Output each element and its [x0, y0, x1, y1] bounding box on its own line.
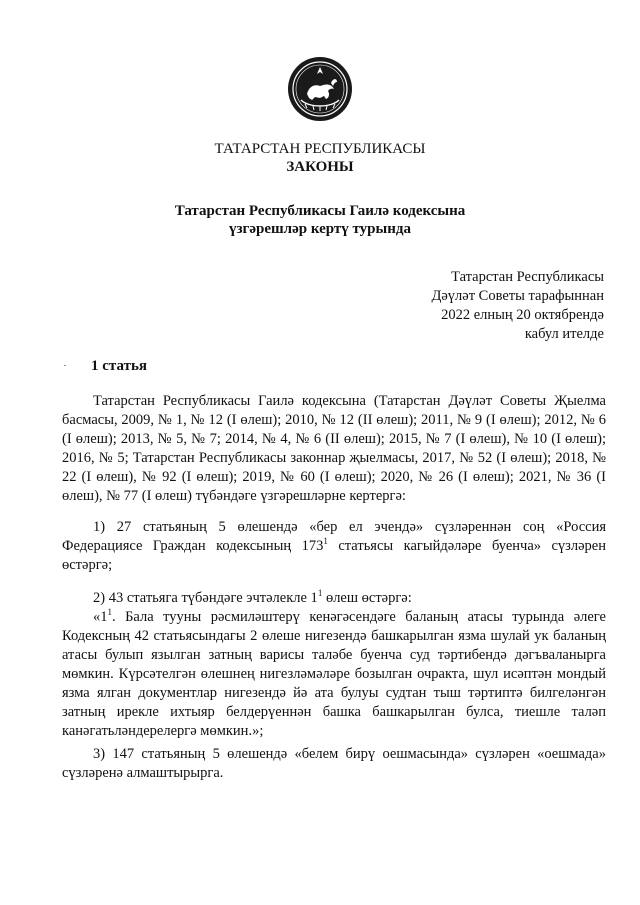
- adoption-line2: Дәүләт Советы тарафыннан: [431, 288, 604, 304]
- header-law: ЗАКОНЫ: [286, 159, 354, 175]
- amendment-item-3: 3) 147 статьяның 5 өлешендә «белем бирү оешмасында» сүзләрен «оешмада» сүзләренә алмаштырырга.: [62, 746, 606, 781]
- header-republic: ТАТАРСТАН РЕСПУБЛИКАСЫ: [214, 141, 426, 157]
- article-heading: 1 статья: [91, 358, 147, 374]
- item2-superscript: 1: [317, 588, 323, 599]
- item2-text-a: 2) 43 статьяга түбәндәге эчтәлекле 1: [93, 590, 318, 606]
- tatarstan-emblem-icon: [287, 56, 353, 122]
- amendment-item-2: [62, 589, 606, 608]
- quote-text-b: . Бала тууны рәсмиләштерү кенәгәсендәге баланың атасы турында әлеге Кодексның 42 статьясындагы 2 өлеше нигезендә башкарылган язма шулай ук баланың атасы булып язылган затның варисы таләбе буенча суд тәртибендә дәгъваланырга мөмкин. Күрсәтелгән өлешнең нигезләмәләре бозылган очракта, шул исәптән мондый язма ялган документлар нигезендә йә ата булуы судтан тыш тәртиптә билгеләнгән затның ирекле ихтыяр белдерүеннән башка башкарылган булса, тиешле таләп канәгатьләндерелергә мөмкин.»;: [62, 609, 606, 739]
- item1-text-b: статьясы кагыйдәләре буенча» сүзләрен өстәргә;: [62, 538, 606, 573]
- amendment-item-1: [62, 518, 606, 575]
- law-title-line2: үзгәрешләр кертү турында: [229, 221, 411, 237]
- adoption-line1: Татарстан Республикасы: [451, 269, 604, 285]
- item1-text-a: 1) 27 статьяның 5 өлешендә «бер ел эчендә» сүзләреннән соң «Россия Федерациясе Граждан кодексының 173: [62, 519, 606, 554]
- adoption-note: [431, 268, 604, 344]
- item2-text-b: өлеш өстәргә:: [322, 590, 412, 606]
- item1-superscript: 1: [323, 536, 328, 547]
- margin-mark: [64, 365, 66, 366]
- article-intro: Татарстан Республикасы Гаилә кодексына (Татарстан Дәүләт Советы Җыелма басмасы, 2009, № 1, № 12 (I өлеш); 2010, № 12 (II өлеш); 2011, № 9 (I өлеш); 2012, № 6 (I өлеш); 2013, № 5, № 7; 2014, № 4, № 6 (II өлеш); 2015, № 7 (I өлеш), № 10 (I өлеш); 2016, № 5; Татарстан Республикасы законнар җыелмасы, 2017, № 52 (I өлеш); 2018, № 22 (I өлеш), № 92 (I өлеш); 2019, № 60 (I өлеш); 2020, № 26 (I өлеш); 2021, № 36 (I өлеш), № 77 (I өлеш) түбәндәге үзгәрешләрне кертергә:: [62, 393, 606, 504]
- adoption-line3: 2022 елның 20 октябрендә: [441, 307, 604, 323]
- quote-text-a: «1: [93, 609, 108, 625]
- law-title-line1: Татарстан Республикасы Гаилә кодексына: [174, 203, 466, 219]
- amendment-item-2-quote: [62, 608, 606, 741]
- quote-superscript: 1: [107, 607, 112, 618]
- adoption-line4: кабул ителде: [524, 326, 604, 342]
